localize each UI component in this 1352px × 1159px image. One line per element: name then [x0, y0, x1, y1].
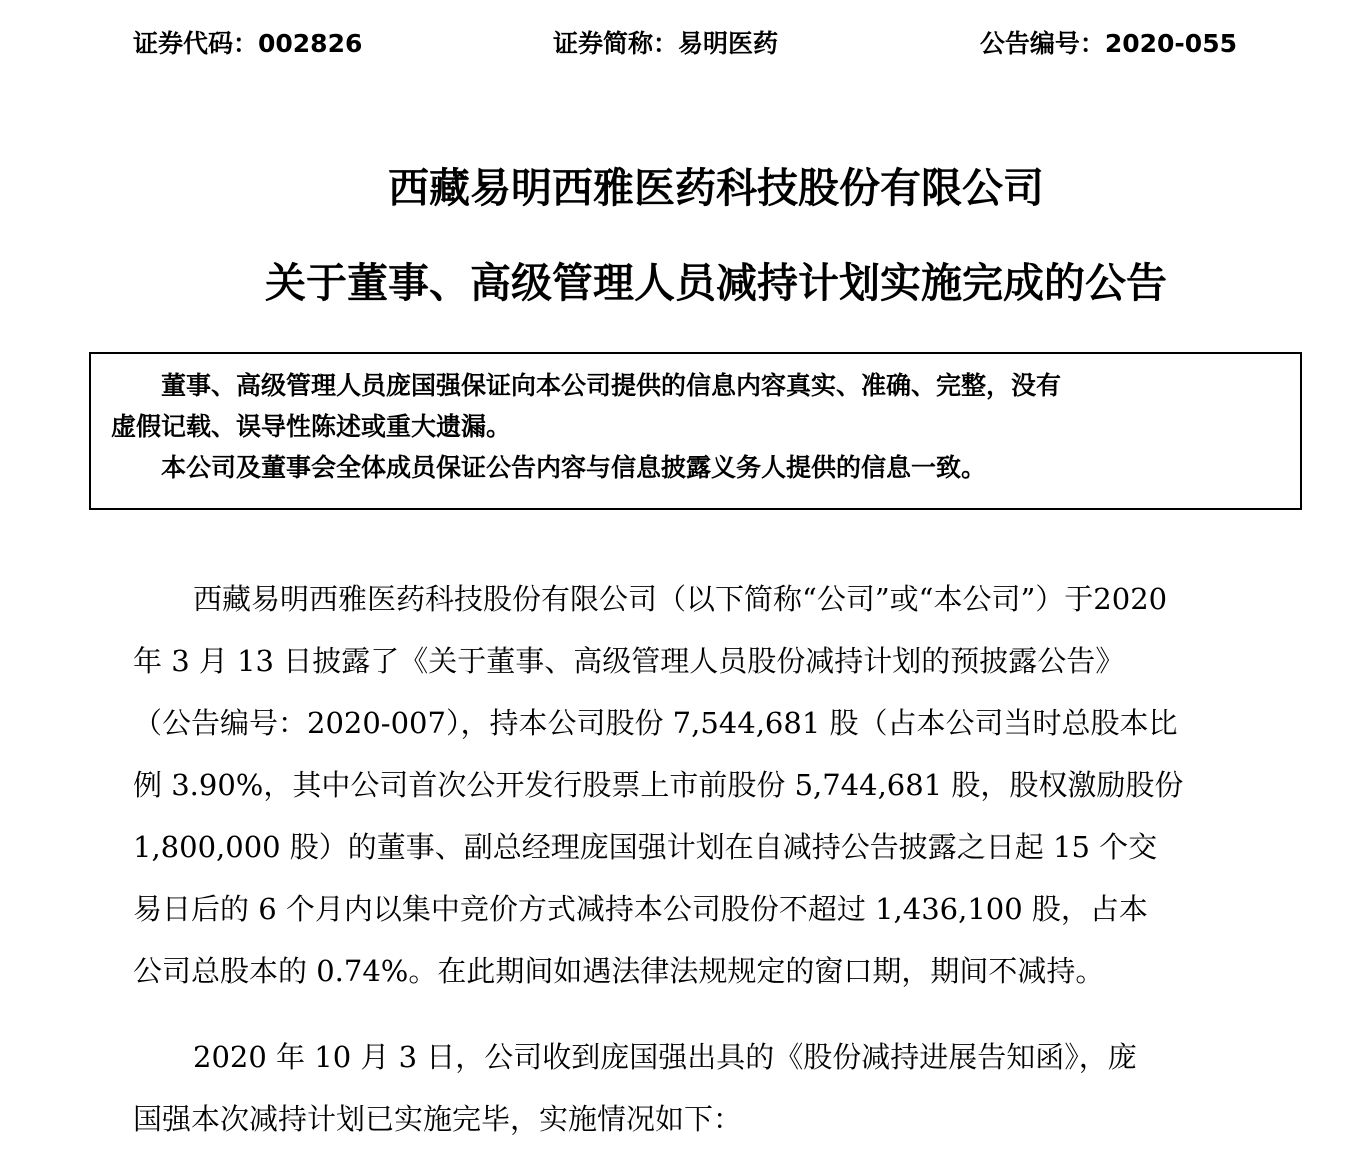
body-line: 1,800,000 股）的董事、副总经理庞国强计划在自减持公告披露之日起 15 个交 — [133, 830, 1158, 864]
disclaimer-line: 虚假记载、误导性陈述或重大遗漏。 — [111, 412, 512, 441]
body-line: 年 3 月 13 日披露了《关于董事、高级管理人员股份减持计划的预披露公告》 — [133, 644, 1125, 678]
body-line: （公告编号：2020-007），持本公司股份 7,544,681 股（占本公司当时总股本比 — [133, 706, 1178, 740]
disclaimer-line: 本公司及董事会全体成员保证公告内容与信息披露义务人提供的信息一致。 — [161, 453, 987, 482]
body-line: 西藏易明西雅医药科技股份有限公司（以下简称“公司”或“本公司”）于2020 — [193, 582, 1168, 616]
body-line: 国强本次减持计划已实施完毕，实施情况如下： — [133, 1102, 743, 1136]
disclaimer-box — [89, 352, 1302, 510]
body-line: 公司总股本的 0.74%。在此期间如遇法律法规规定的窗口期，期间不减持。 — [133, 954, 1105, 988]
body-paragraph-2 — [133, 1026, 1243, 1150]
document-header — [133, 26, 1237, 62]
disclaimer-line: 董事、高级管理人员庞国强保证向本公司提供的信息内容真实、准确、完整，没有 — [161, 371, 1062, 400]
stock-name: 证券简称：易明医药 — [553, 29, 779, 58]
body-line: 2020 年 10 月 3 日，公司收到庞国强出具的《股份减持进展告知函》，庞 — [193, 1040, 1137, 1074]
announcement-title: 关于董事、高级管理人员减持计划实施完成的公告 — [265, 259, 1167, 307]
body-paragraph-1 — [133, 568, 1243, 1002]
company-title: 西藏易明西雅医药科技股份有限公司 — [388, 164, 1044, 212]
body-line: 易日后的 6 个月内以集中竞价方式减持本公司股份不超过 1,436,100 股，占本 — [133, 892, 1148, 926]
announcement-number: 公告编号：2020-055 — [979, 29, 1237, 58]
body-line: 例 3.90%，其中公司首次公开发行股票上市前股份 5,744,681 股，股权激励股份 — [133, 768, 1184, 802]
stock-code: 证券代码：002826 — [133, 29, 363, 58]
